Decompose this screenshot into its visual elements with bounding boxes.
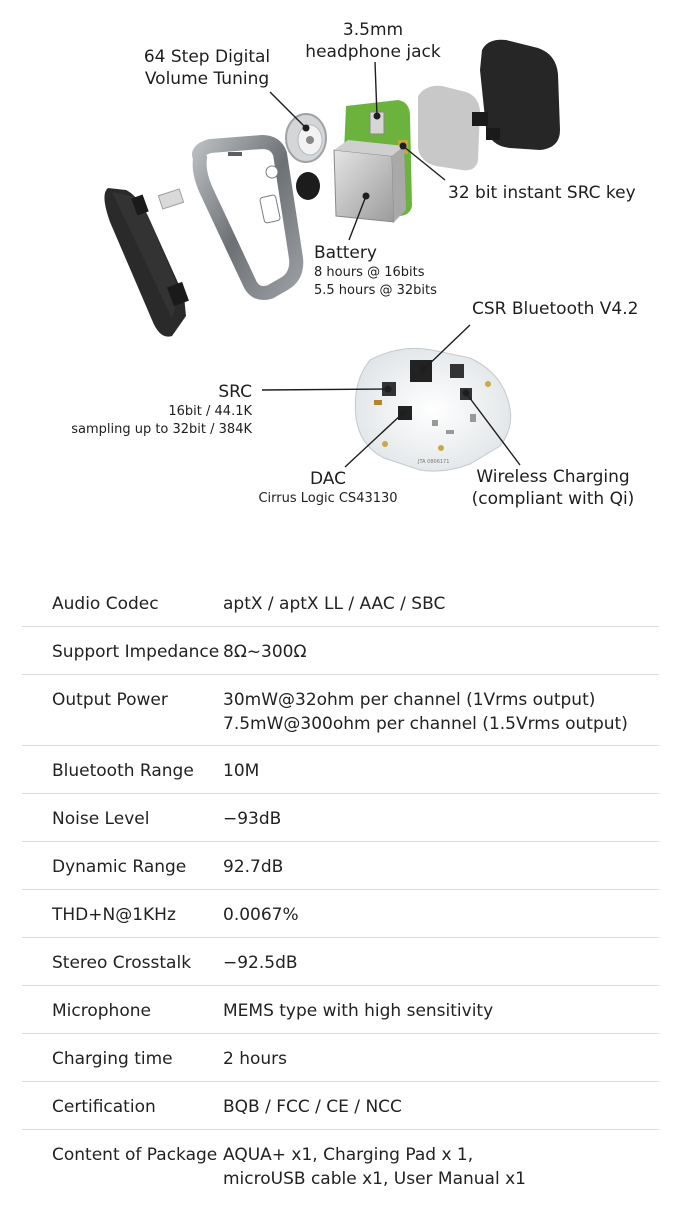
spec-label: Noise Level bbox=[52, 809, 150, 829]
pcb-board bbox=[355, 348, 510, 471]
battery-pack bbox=[334, 140, 406, 222]
jack-label-line1: 3.5mm bbox=[342, 20, 404, 40]
volume-label bbox=[132, 46, 282, 90]
battery-line2: 5.5 hours @ 32bits bbox=[314, 283, 437, 298]
spec-value-line: 0.0067% bbox=[223, 905, 299, 925]
spec-value-line: −93dB bbox=[223, 809, 282, 829]
spec-row bbox=[22, 938, 659, 986]
spec-value-line: −92.5dB bbox=[223, 953, 298, 973]
spec-value bbox=[223, 640, 659, 674]
spec-value-line: 7.5mW@300ohm per channel (1.5Vrms output) bbox=[223, 714, 628, 734]
spec-value bbox=[223, 855, 659, 889]
volume-label-line1: 64 Step Digital bbox=[143, 47, 271, 67]
wireless-line1: Wireless Charging bbox=[476, 467, 630, 487]
spec-row bbox=[22, 580, 659, 627]
spec-value bbox=[223, 999, 659, 1033]
spec-label: Support Impedance bbox=[52, 642, 220, 662]
spec-value-line: aptX / aptX LL / AAC / SBC bbox=[223, 594, 446, 614]
metal-frame bbox=[199, 142, 296, 293]
spec-label: Bluetooth Range bbox=[52, 761, 194, 781]
spec-row bbox=[22, 746, 659, 794]
usb-connector bbox=[158, 189, 183, 209]
spec-label: Audio Codec bbox=[52, 594, 159, 614]
bluetooth-label: CSR Bluetooth V4.2 bbox=[472, 299, 639, 319]
spec-value bbox=[223, 592, 659, 626]
src-key-label: 32 bit instant SRC key bbox=[448, 183, 636, 203]
spec-row bbox=[22, 794, 659, 842]
spec-row bbox=[22, 890, 659, 938]
volume-label-line2: Volume Tuning bbox=[144, 69, 270, 89]
spec-row bbox=[22, 986, 659, 1034]
spec-value bbox=[223, 759, 659, 793]
spec-label: Charging time bbox=[52, 1049, 173, 1069]
spec-value-line: AQUA+ x1, Charging Pad x 1, bbox=[223, 1145, 474, 1165]
battery-label bbox=[314, 242, 437, 300]
spec-value bbox=[223, 688, 659, 745]
spec-value-line: BQB / FCC / CE / NCC bbox=[223, 1097, 402, 1117]
button-cap bbox=[296, 172, 320, 200]
wireless-label bbox=[460, 466, 646, 510]
wireless-line2: (compliant with Qi) bbox=[471, 489, 635, 509]
pcb-print: JTA 0806171 bbox=[418, 459, 450, 465]
spec-value bbox=[223, 903, 659, 937]
dac-line1: Cirrus Logic CS43130 bbox=[258, 491, 398, 506]
dac-label bbox=[248, 468, 408, 508]
back-cover bbox=[472, 40, 560, 150]
src-line1: 16bit / 44.1K bbox=[168, 404, 252, 419]
spec-value-line: 10M bbox=[223, 761, 260, 781]
spec-label: Output Power bbox=[52, 690, 168, 710]
spec-row bbox=[22, 675, 659, 746]
exploded-view-diagram bbox=[0, 0, 680, 540]
spec-value-line: 92.7dB bbox=[223, 857, 284, 877]
spec-label: Stereo Crosstalk bbox=[52, 953, 192, 973]
src-label bbox=[40, 381, 252, 439]
spec-value-line: microUSB cable x1, User Manual x1 bbox=[223, 1169, 526, 1189]
spec-row bbox=[22, 1082, 659, 1130]
spec-value-line: 2 hours bbox=[223, 1049, 288, 1069]
src-line2: sampling up to 32bit / 384K bbox=[71, 422, 252, 437]
spec-value-line: MEMS type with high sensitivity bbox=[223, 1001, 494, 1021]
spec-row bbox=[22, 1130, 659, 1198]
volume-wheel bbox=[286, 114, 326, 162]
spec-label: Microphone bbox=[52, 1001, 151, 1021]
battery-line1: 8 hours @ 16bits bbox=[314, 265, 425, 280]
spec-value bbox=[223, 951, 659, 985]
spec-label: THD+N@1KHz bbox=[52, 905, 176, 925]
spec-value-line: 8Ω~300Ω bbox=[223, 642, 307, 662]
spec-value-line: 30mW@32ohm per channel (1Vrms output) bbox=[223, 690, 596, 710]
spec-value bbox=[223, 1095, 659, 1129]
spec-value bbox=[223, 807, 659, 841]
src-title: SRC bbox=[218, 382, 252, 402]
spec-label: Certification bbox=[52, 1097, 156, 1117]
spec-value bbox=[223, 1047, 659, 1081]
spec-value bbox=[223, 1143, 659, 1198]
dac-title: DAC bbox=[310, 469, 346, 489]
spec-label: Content of Package bbox=[52, 1145, 218, 1165]
battery-title: Battery bbox=[314, 243, 377, 263]
spec-row bbox=[22, 627, 659, 675]
front-cover bbox=[104, 188, 188, 337]
spec-row bbox=[22, 1034, 659, 1082]
spec-table bbox=[22, 580, 659, 1198]
spec-row bbox=[22, 842, 659, 890]
jack-label bbox=[296, 19, 450, 63]
jack-label-line2: headphone jack bbox=[305, 42, 441, 62]
spec-label: Dynamic Range bbox=[52, 857, 187, 877]
speaker-mesh bbox=[418, 86, 480, 171]
